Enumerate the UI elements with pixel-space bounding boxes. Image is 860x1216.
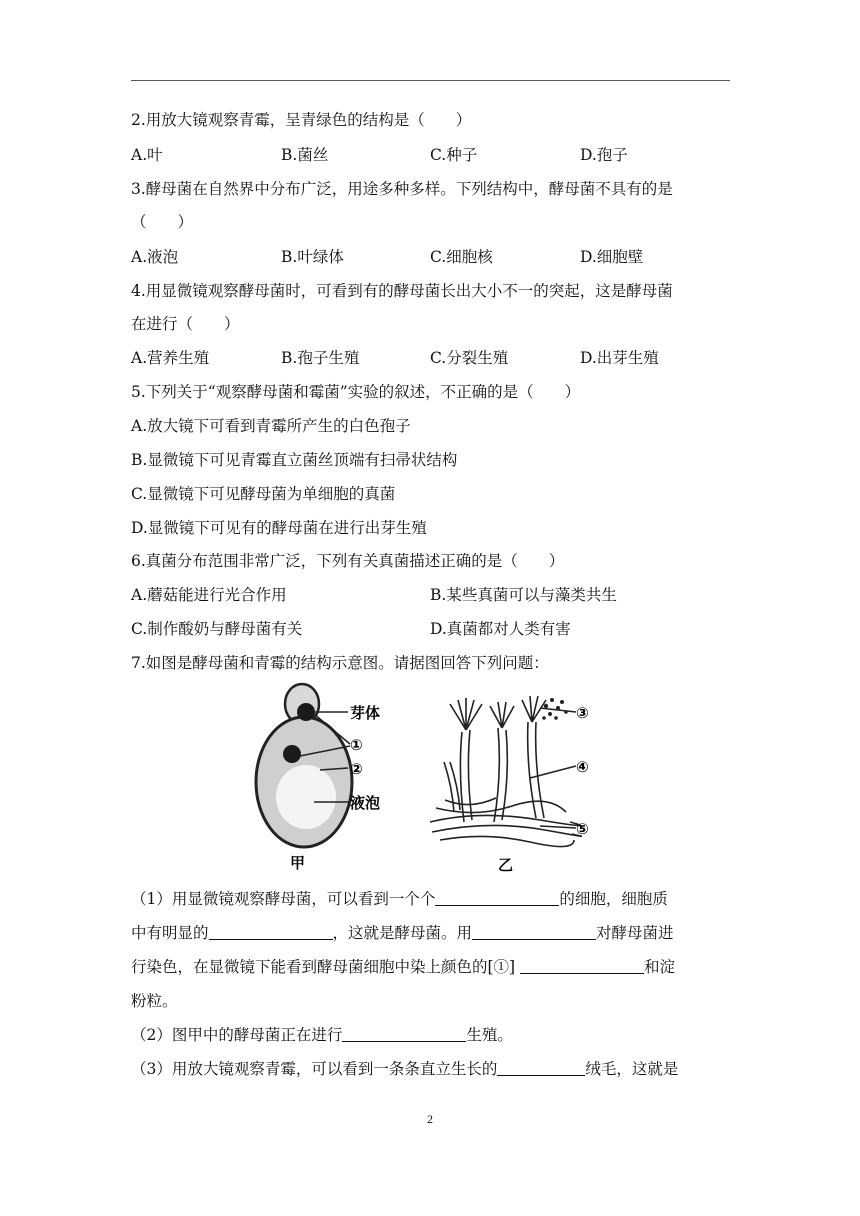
q5-option-c[interactable]: C.显微镜下可见酵母菌为单细胞的真菌 — [131, 485, 396, 503]
page-number: 2 — [427, 1112, 433, 1126]
q7-sub3-text-b: 绒毛，这就是 — [585, 1060, 679, 1078]
q6-stem: 6.真菌分布范围非常广泛，下列有关真菌描述正确的是（ ） — [131, 552, 565, 570]
penicillium-diagram — [430, 696, 581, 847]
q7-sub1-text-c: 中有明显的 — [131, 924, 209, 942]
q4-stem-line1: 4.用显微镜观察酵母菌时，可看到有的酵母菌长出大小不一的突起，这是酵母菌 — [131, 282, 673, 300]
label-vacuole: 液泡 — [350, 794, 381, 812]
q7-sub1-text-a: （1）用显微镜观察酵母菌，可以看到一个个 — [131, 890, 436, 908]
q7-sub1-text-d: ，这就是酵母菌。用 — [332, 924, 473, 942]
q4-option-d[interactable]: D.出芽生殖 — [580, 349, 659, 367]
q6-option-c[interactable]: C.制作酸奶与酵母菌有关 — [131, 620, 303, 638]
q2-option-c[interactable]: C.种子 — [430, 146, 478, 164]
q7-sub1-text-f: 行染色，在显微镜下能看到酵母菌细胞中染上颜色的[①] — [131, 958, 521, 976]
answer-blank-3[interactable] — [472, 923, 596, 940]
q6-option-d[interactable]: D.真菌都对人类有害 — [430, 620, 571, 638]
label-1: ① — [350, 736, 363, 754]
q3-option-b[interactable]: B.叶绿体 — [281, 248, 344, 266]
q2-option-d[interactable]: D.孢子 — [580, 146, 628, 164]
q7-sub1-text-e: 对酵母菌进 — [596, 924, 674, 942]
answer-blank-2[interactable] — [209, 923, 333, 940]
q7-sub3-text-a: （3）用放大镜观察青霉，可以看到一条条直立生长的 — [131, 1060, 498, 1078]
answer-blank-6[interactable] — [497, 1059, 585, 1076]
q7-sub3 — [131, 1059, 678, 1079]
label-bud: 芽体 — [350, 704, 381, 722]
answer-blank-5[interactable] — [342, 1025, 466, 1042]
q7-sub1-line2 — [131, 923, 674, 943]
q7-sub1-line4: 粉粒。 — [131, 992, 178, 1010]
q7-sub2 — [131, 1025, 513, 1045]
yeast-penicillium-figure — [240, 682, 620, 882]
label-5: ⑤ — [576, 820, 589, 838]
answer-blank-4[interactable] — [520, 957, 644, 974]
label-3: ③ — [576, 704, 589, 722]
q5-option-b[interactable]: B.显微镜下可见青霉直立菌丝顶端有扫帚状结构 — [131, 451, 458, 469]
q5-option-a[interactable]: A.放大镜下可看到青霉所产生的白色孢子 — [131, 417, 411, 435]
label-2: ② — [350, 760, 363, 778]
q4-option-c[interactable]: C.分裂生殖 — [430, 349, 509, 367]
q5-option-d[interactable]: D.显微镜下可见有的酵母菌在进行出芽生殖 — [131, 519, 427, 537]
q3-stem-line1: 3.酵母菌在自然界中分布广泛，用途多种多样。下列结构中，酵母菌不具有的是 — [131, 180, 673, 198]
q6-option-a[interactable]: A.蘑菇能进行光合作用 — [131, 586, 287, 604]
caption-yi: 乙 — [498, 856, 514, 874]
yeast-diagram — [256, 684, 352, 847]
answer-blank-1[interactable] — [435, 889, 559, 906]
q3-option-d[interactable]: D.细胞壁 — [580, 248, 644, 266]
q3-option-a[interactable]: A.液泡 — [131, 248, 179, 266]
q4-stem-line2: 在进行（ ） — [131, 315, 240, 333]
q7-sub1-text-g: 和淀 — [644, 958, 676, 976]
label-4: ④ — [576, 758, 589, 776]
q3-option-c[interactable]: C.细胞核 — [430, 248, 493, 266]
q2-option-b[interactable]: B.菌丝 — [281, 146, 329, 164]
q4-option-a[interactable]: A.营养生殖 — [131, 349, 210, 367]
header-rule — [131, 80, 730, 81]
q7-sub1-line3 — [131, 957, 675, 977]
q7-sub2-text-b: 生殖。 — [466, 1026, 513, 1044]
q7-sub1-line1 — [131, 889, 668, 909]
q2-option-a[interactable]: A.叶 — [131, 146, 163, 164]
q6-option-b[interactable]: B.某些真菌可以与藻类共生 — [430, 586, 617, 604]
caption-jia: 甲 — [290, 854, 306, 872]
q7-stem: 7.如图是酵母菌和青霉的结构示意图。请据图回答下列问题： — [131, 654, 549, 672]
q7-sub2-text-a: （2）图甲中的酵母菌正在进行 — [131, 1026, 343, 1044]
q3-stem-line2: （ ） — [131, 213, 194, 231]
q2-stem: 2.用放大镜观察青霉，呈青绿色的结构是（ ） — [131, 111, 472, 129]
q5-stem: 5.下列关于“观察酵母菌和霉菌”实验的叙述，不正确的是（ ） — [131, 383, 581, 401]
q7-sub1-text-b: 的细胞，细胞质 — [559, 890, 668, 908]
q4-option-b[interactable]: B.孢子生殖 — [281, 349, 360, 367]
